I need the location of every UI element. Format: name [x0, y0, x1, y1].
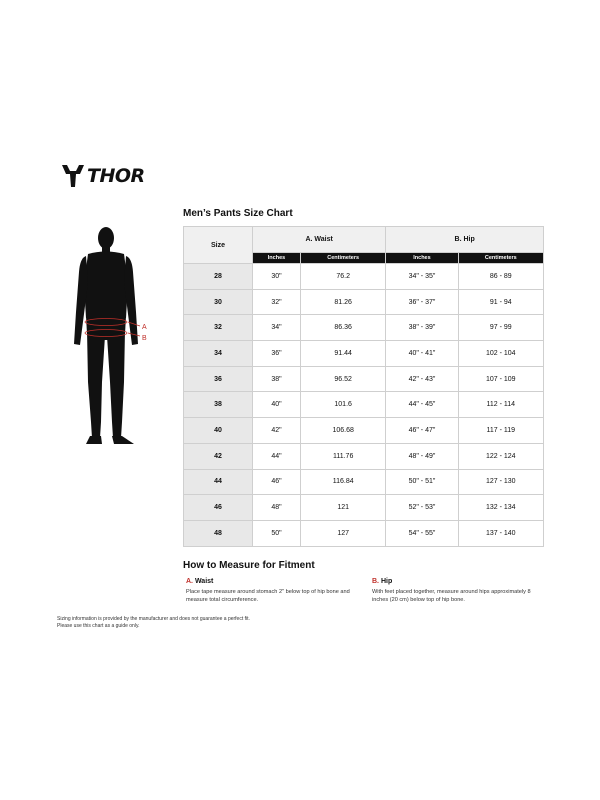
hip-cm-cell: 97 - 99 [458, 315, 543, 341]
hip-cm-cell: 102 - 104 [458, 341, 543, 367]
waist-inches-cell: 46" [253, 469, 301, 495]
table-row [184, 289, 544, 315]
marker-b-label: B [142, 335, 147, 342]
logo-wordmark: THOR [87, 165, 145, 187]
table-row [184, 366, 544, 392]
size-cell: 46 [184, 495, 253, 521]
size-header: Size [184, 227, 253, 264]
waist-inches-cell: 36" [253, 341, 301, 367]
hip-inches-cell: 34" - 35" [386, 264, 458, 290]
hip-cm-cell: 127 - 130 [458, 469, 543, 495]
hip-inches-cell: 38" - 39" [386, 315, 458, 341]
hip-cm-cell: 122 - 124 [458, 443, 543, 469]
disclaimer [57, 616, 317, 630]
waist-inches-cell: 30" [253, 264, 301, 290]
size-cell: 34 [184, 341, 253, 367]
waist-inches-cell: 38" [253, 366, 301, 392]
hip-cm-cell: 132 - 134 [458, 495, 543, 521]
waist-inches-cell: 34" [253, 315, 301, 341]
waist-cm-cell: 116.84 [300, 469, 385, 495]
how-to-title: How to Measure for Fitment [183, 560, 315, 571]
size-cell: 28 [184, 264, 253, 290]
waist-cm-header: Centimeters [300, 253, 385, 264]
table-row [184, 495, 544, 521]
waist-instruction-text: Place tape measure around stomach 2" below top of hip bone and measure total circumference. [186, 589, 350, 604]
size-cell: 32 [184, 315, 253, 341]
size-table [183, 226, 544, 547]
table-row [184, 315, 544, 341]
table-row [184, 418, 544, 444]
waist-cm-cell: 111.76 [300, 443, 385, 469]
hip-cm-cell: 137 - 140 [458, 520, 543, 546]
waist-instructions [186, 577, 356, 604]
brand-logo [62, 165, 145, 187]
size-cell: 48 [184, 520, 253, 546]
table-row [184, 443, 544, 469]
waist-cm-cell: 81.26 [300, 289, 385, 315]
waist-cm-cell: 127 [300, 520, 385, 546]
waist-inches-cell: 48" [253, 495, 301, 521]
hip-label: Hip [380, 578, 393, 585]
hip-cm-cell: 117 - 119 [458, 418, 543, 444]
waist-cm-cell: 76.2 [300, 264, 385, 290]
hip-inches-cell: 36" - 37" [386, 289, 458, 315]
size-cell: 36 [184, 366, 253, 392]
size-cell: 42 [184, 443, 253, 469]
waist-letter: A. [186, 578, 193, 585]
waist-cm-cell: 91.44 [300, 341, 385, 367]
table-row [184, 341, 544, 367]
hip-cm-cell: 112 - 114 [458, 392, 543, 418]
table-row [184, 469, 544, 495]
hip-inches-cell: 50" - 51" [386, 469, 458, 495]
hip-instructions [372, 577, 542, 604]
hip-group-header: B. Hip [386, 227, 544, 253]
hip-inches-cell: 52" - 53" [386, 495, 458, 521]
hip-cm-cell: 86 - 89 [458, 264, 543, 290]
waist-label: Waist [194, 578, 214, 585]
hip-cm-cell: 107 - 109 [458, 366, 543, 392]
waist-inches-cell: 50" [253, 520, 301, 546]
thor-mark-icon [62, 165, 84, 187]
waist-cm-cell: 106.68 [300, 418, 385, 444]
waist-cm-cell: 86.36 [300, 315, 385, 341]
waist-cm-cell: 121 [300, 495, 385, 521]
disclaimer-line-2: Please use this chart as a guide only. [57, 623, 140, 629]
human-figure-illustration [66, 222, 166, 462]
size-cell: 44 [184, 469, 253, 495]
hip-inches-cell: 44" - 45" [386, 392, 458, 418]
chart-title: Men’s Pants Size Chart [183, 208, 293, 219]
waist-inches-cell: 42" [253, 418, 301, 444]
hip-inches-cell: 48" - 49" [386, 443, 458, 469]
waist-inches-cell: 32" [253, 289, 301, 315]
hip-inches-cell: 40" - 41" [386, 341, 458, 367]
table-row [184, 264, 544, 290]
hip-instruction-text: With feet placed together, measure around hips approximately 8 inches (20 cm) below top of hip bone. [372, 589, 531, 604]
disclaimer-line-1: Sizing information is provided by the manufacturer and does not guarantee a perfect fit. [57, 616, 250, 622]
hip-inches-cell: 54" - 55" [386, 520, 458, 546]
hip-inches-cell: 46" - 47" [386, 418, 458, 444]
table-row [184, 520, 544, 546]
hip-inches-header: Inches [386, 253, 458, 264]
size-cell: 40 [184, 418, 253, 444]
hip-cm-cell: 91 - 94 [458, 289, 543, 315]
hip-letter: B. [372, 578, 379, 585]
waist-group-header: A. Waist [253, 227, 386, 253]
size-cell: 38 [184, 392, 253, 418]
waist-inches-cell: 40" [253, 392, 301, 418]
table-row [184, 392, 544, 418]
waist-inches-header: Inches [253, 253, 301, 264]
hip-cm-header: Centimeters [458, 253, 543, 264]
size-cell: 30 [184, 289, 253, 315]
waist-inches-cell: 44" [253, 443, 301, 469]
waist-cm-cell: 96.52 [300, 366, 385, 392]
waist-cm-cell: 101.6 [300, 392, 385, 418]
marker-a-label: A [142, 324, 147, 331]
hip-inches-cell: 42" - 43" [386, 366, 458, 392]
